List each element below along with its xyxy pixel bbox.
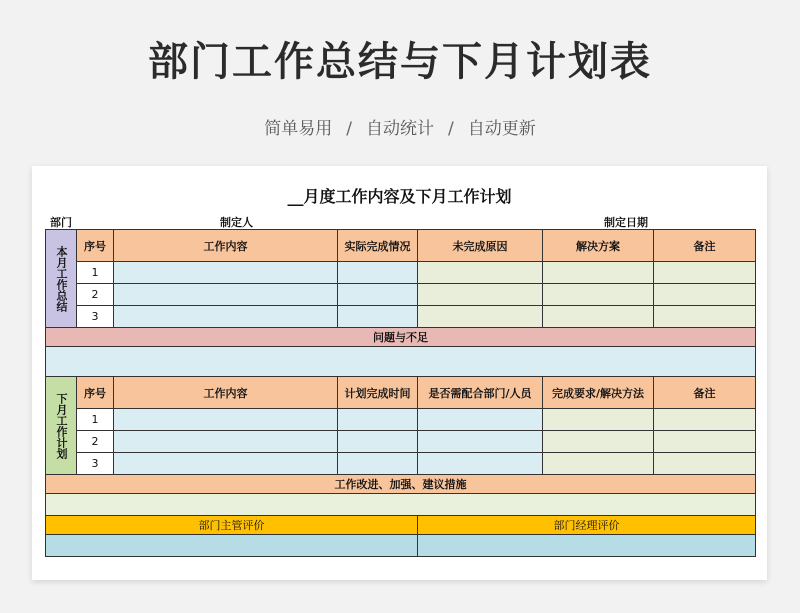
table-cell[interactable]	[418, 306, 543, 328]
issues-content-row	[46, 347, 756, 377]
improve-content-row	[46, 494, 756, 516]
summary-header-cell: 工作内容	[114, 230, 338, 262]
table-cell[interactable]	[114, 262, 338, 284]
row-number: 2	[77, 284, 114, 306]
subtitle-feature-2: 自动统计	[366, 119, 434, 139]
table-cell[interactable]	[543, 306, 654, 328]
table-cell[interactable]	[654, 409, 756, 431]
table-cell[interactable]	[543, 284, 654, 306]
summary-header-cell: 未完成原因	[418, 230, 543, 262]
table-cell[interactable]	[418, 262, 543, 284]
summary-header-row	[46, 230, 756, 262]
row-number: 3	[77, 453, 114, 475]
plan-header-cell: 是否需配合部门/人员	[418, 377, 543, 409]
table-cell[interactable]	[543, 431, 654, 453]
table-row	[46, 284, 756, 306]
table-cell[interactable]	[338, 284, 418, 306]
table-cell[interactable]	[418, 409, 543, 431]
improve-label: 工作改进、加强、建议措施	[46, 475, 756, 494]
summary-header-cell: 解决方案	[543, 230, 654, 262]
supervisor-eval-label: 部门主管评价	[46, 516, 418, 535]
table-cell[interactable]	[114, 284, 338, 306]
plan-side-label: 下月工作计划	[46, 377, 77, 475]
table-cell[interactable]	[654, 284, 756, 306]
table-cell[interactable]	[654, 453, 756, 475]
table-cell[interactable]	[338, 409, 418, 431]
subtitle-separator: /	[448, 119, 454, 139]
table-cell[interactable]	[114, 453, 338, 475]
summary-side-label: 本月工作总结	[46, 230, 77, 328]
eval-header-row	[46, 516, 756, 535]
plan-header-cell: 序号	[77, 377, 114, 409]
table-cell[interactable]	[543, 453, 654, 475]
summary-header-cell: 实际完成情况	[338, 230, 418, 262]
meta-dept-label: 部门	[50, 216, 72, 229]
supervisor-eval-cell[interactable]	[46, 535, 418, 557]
issues-header-row	[46, 328, 756, 347]
table-cell[interactable]	[654, 306, 756, 328]
improve-header-row	[46, 475, 756, 494]
manager-eval-cell[interactable]	[418, 535, 756, 557]
table-row	[46, 453, 756, 475]
row-number: 1	[77, 262, 114, 284]
plan-header-cell: 计划完成时间	[338, 377, 418, 409]
sheet-title: __月度工作内容及下月工作计划	[287, 187, 512, 206]
row-number: 3	[77, 306, 114, 328]
summary-plan-table	[45, 229, 756, 557]
table-row	[46, 409, 756, 431]
eval-content-row	[46, 535, 756, 557]
table-cell[interactable]	[418, 453, 543, 475]
table-cell[interactable]	[654, 431, 756, 453]
plan-header-cell: 完成要求/解决方法	[543, 377, 654, 409]
table-cell[interactable]	[654, 262, 756, 284]
subtitle-feature-1: 简单易用	[264, 119, 333, 139]
table-cell[interactable]	[114, 306, 338, 328]
summary-header-cell: 序号	[77, 230, 114, 262]
page-subtitle	[0, 114, 800, 139]
issues-content-cell[interactable]	[46, 347, 756, 377]
table-row	[46, 431, 756, 453]
spreadsheet-preview	[32, 166, 767, 580]
plan-header-cell: 备注	[654, 377, 756, 409]
row-number: 1	[77, 409, 114, 431]
row-number: 2	[77, 431, 114, 453]
page-title: 部门工作总结与下月计划表	[148, 39, 652, 85]
table-cell[interactable]	[338, 306, 418, 328]
table-row	[46, 306, 756, 328]
table-row	[46, 262, 756, 284]
summary-header-cell: 备注	[654, 230, 756, 262]
table-cell[interactable]	[338, 431, 418, 453]
manager-eval-label: 部门经理评价	[418, 516, 756, 535]
table-cell[interactable]	[114, 409, 338, 431]
meta-date-label: 制定日期	[604, 216, 648, 229]
issues-label: 问题与不足	[46, 328, 756, 347]
table-cell[interactable]	[543, 409, 654, 431]
plan-header-cell: 工作内容	[114, 377, 338, 409]
table-cell[interactable]	[114, 431, 338, 453]
table-cell[interactable]	[418, 284, 543, 306]
meta-maker-label: 制定人	[220, 216, 253, 229]
improve-content-cell[interactable]	[46, 494, 756, 516]
table-cell[interactable]	[338, 453, 418, 475]
table-cell[interactable]	[338, 262, 418, 284]
subtitle-separator: /	[346, 119, 352, 139]
plan-header-row	[46, 377, 756, 409]
table-cell[interactable]	[543, 262, 654, 284]
table-cell[interactable]	[418, 431, 543, 453]
subtitle-feature-3: 自动更新	[467, 119, 536, 139]
